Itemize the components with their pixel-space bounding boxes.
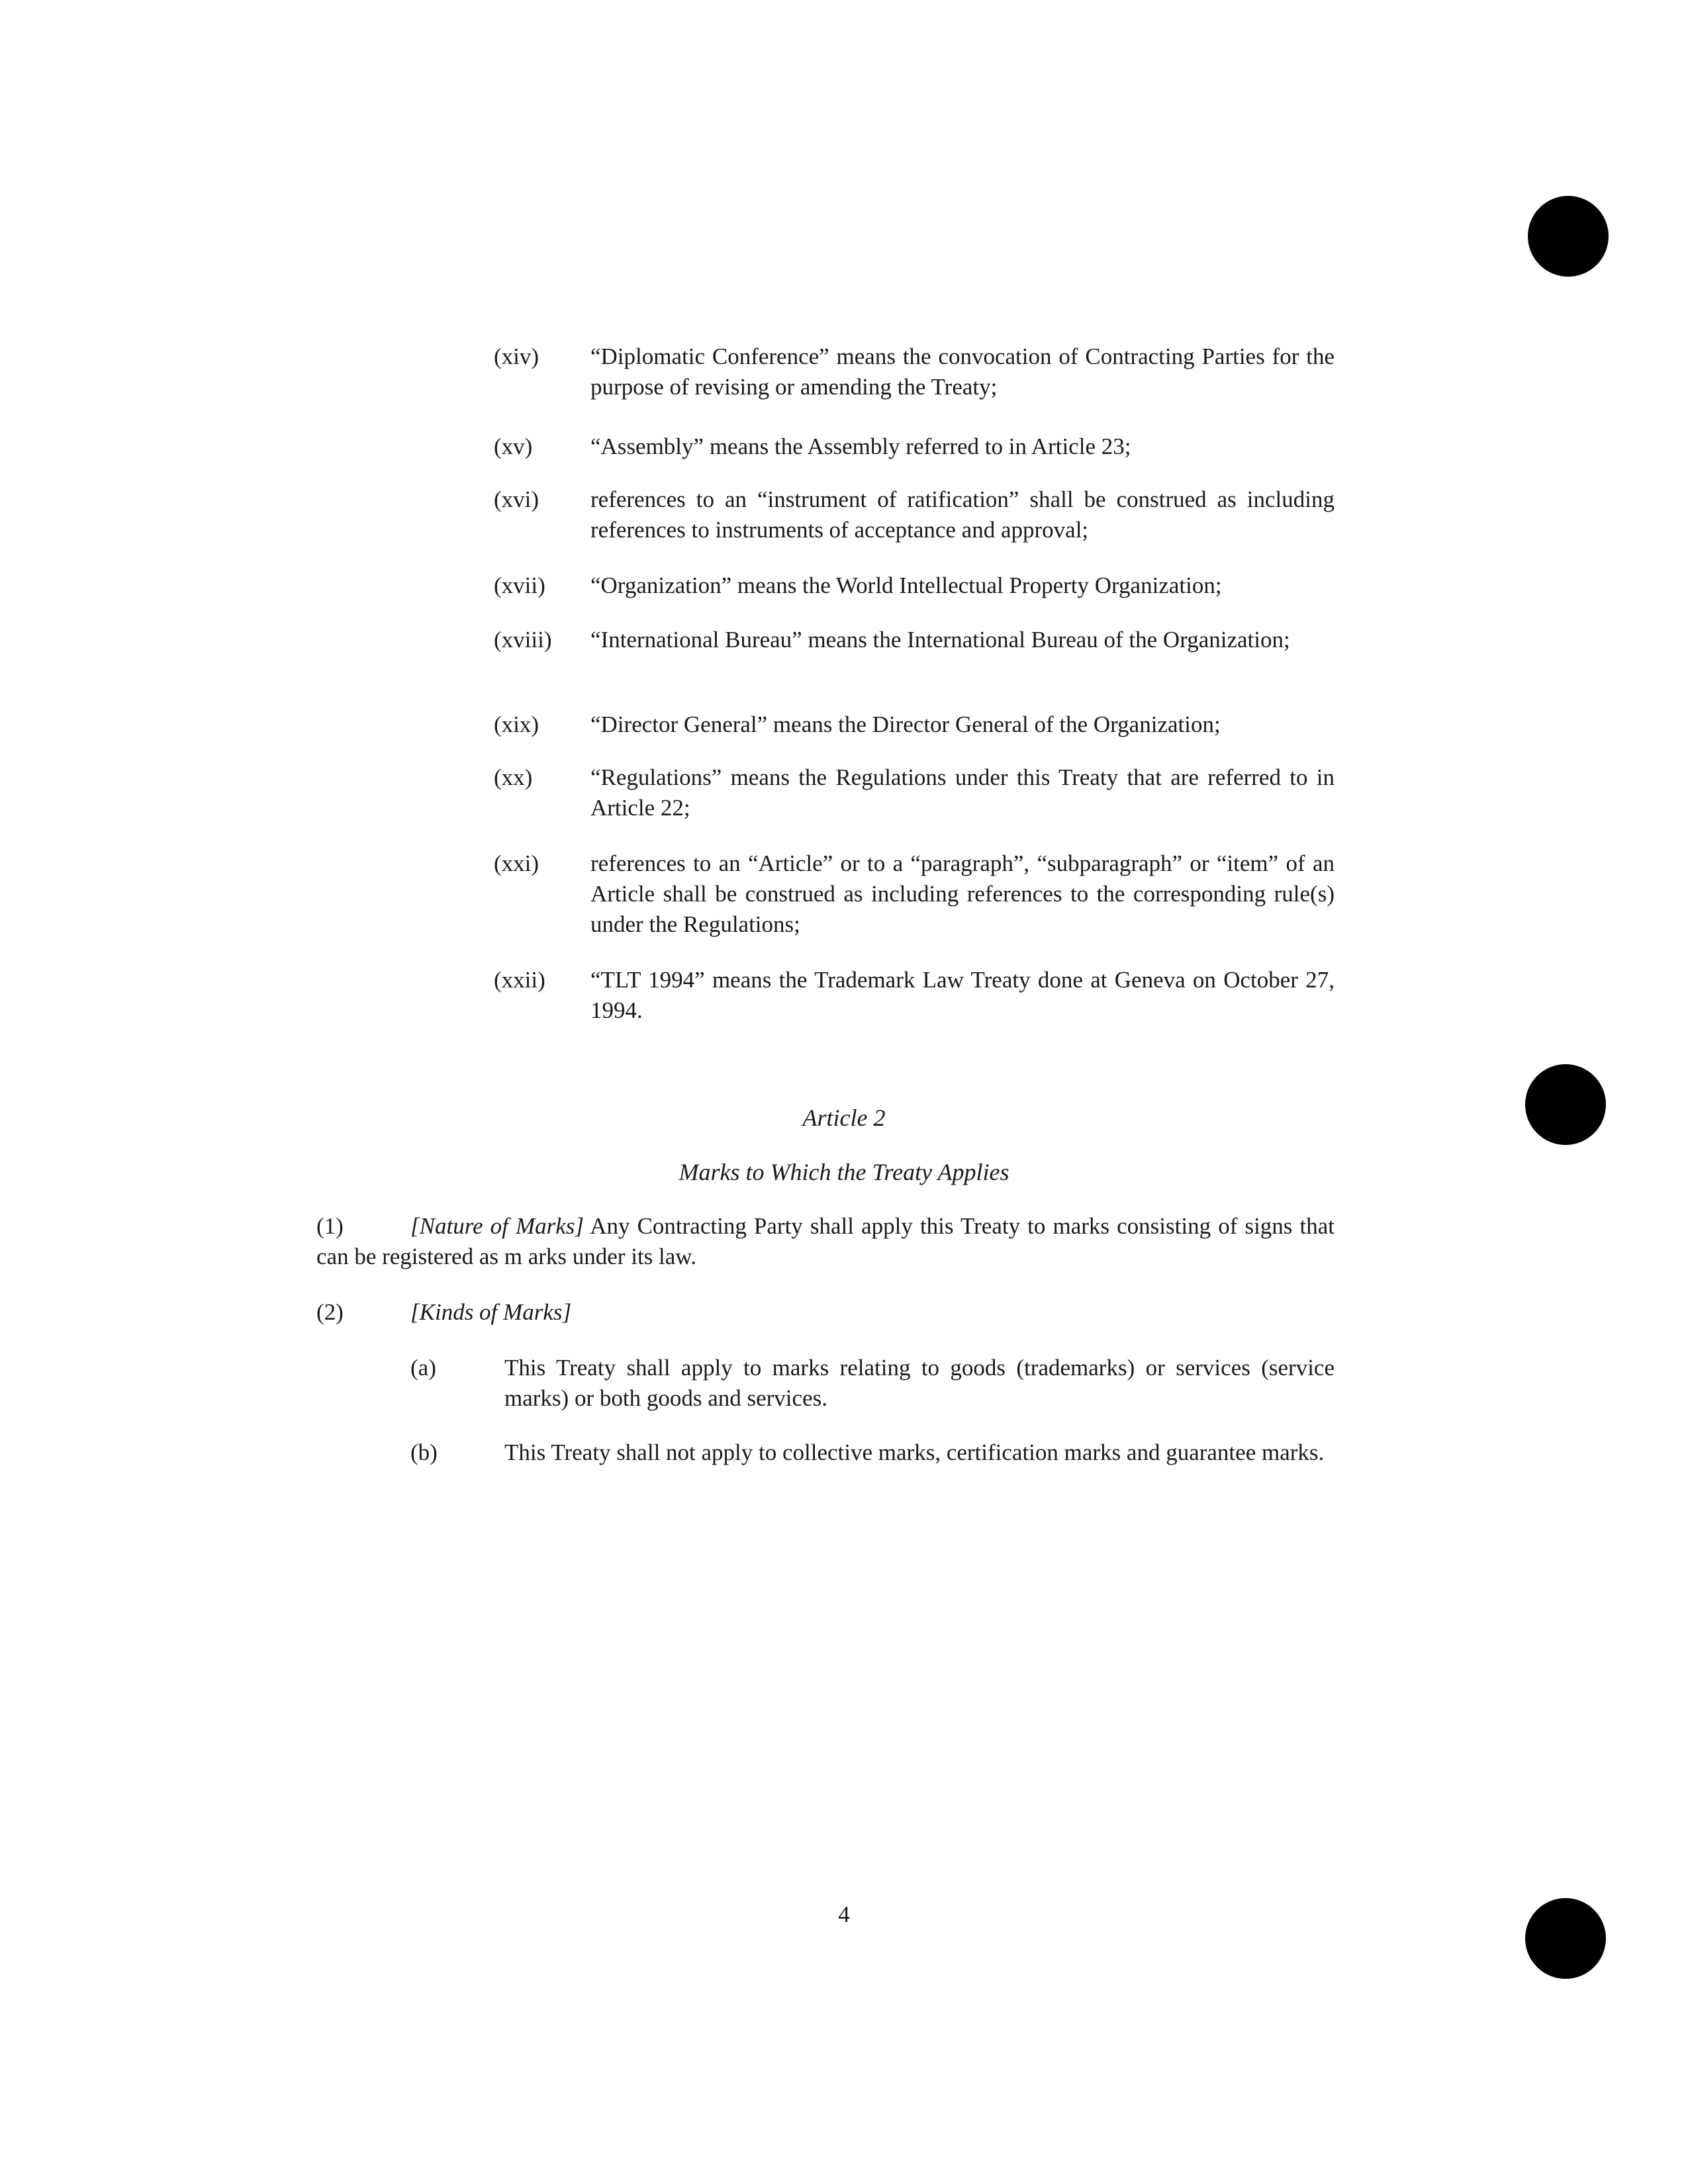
definition-text: “Assembly” means the Assembly referred to in Article 23;: [590, 433, 1131, 459]
definition-text: “Organization” means the World Intellectual Property Organization;: [590, 572, 1222, 598]
definition-item: [494, 570, 1335, 601]
paragraph: [316, 1211, 1335, 1272]
punch-hole-top: [1528, 196, 1609, 277]
definition-text: “Regulations” means the Regulations under this Treaty that are referred to in Article 22;: [590, 764, 1335, 821]
subparagraph-text: This Treaty shall not apply to collective marks, certification marks and guarantee marks.: [504, 1439, 1325, 1465]
definition-item: [494, 762, 1335, 823]
paragraph-heading: [Nature of Marks]: [410, 1213, 585, 1239]
definition-text: “Diplomatic Conference” means the convocation of Contracting Parties for the purpose of revising or amending the Treaty;: [590, 343, 1335, 400]
definition-number: (xvi): [494, 486, 539, 512]
subparagraph-text: This Treaty shall apply to marks relating to goods (trademarks) or services (service marks) or both goods and services.: [504, 1355, 1335, 1411]
definition-text: references to an “Article” or to a “paragraph”, “subparagraph” or “item” of an Article shall be construed as including references to the corresponding rule(s) under the Regulations;: [590, 850, 1335, 937]
definition-number: (xx): [494, 764, 533, 790]
definition-text: “International Bureau” means the International Bureau of the Organization;: [590, 627, 1290, 653]
definition-number: (xiv): [494, 343, 539, 369]
subparagraph: [410, 1437, 1335, 1468]
paragraph-number: (1): [316, 1213, 344, 1239]
definition-number: (xxi): [494, 850, 539, 876]
subparagraph: [410, 1353, 1335, 1414]
article-title: Marks to Which the Treaty Applies: [679, 1159, 1009, 1185]
paragraph-number: (2): [316, 1299, 344, 1325]
definition-item: [494, 625, 1335, 655]
definition-number: (xv): [494, 433, 533, 459]
definition-item: [494, 341, 1335, 402]
definition-item: [494, 484, 1335, 545]
definition-item: [494, 965, 1335, 1026]
definition-number: (xxii): [494, 967, 545, 993]
page-number: 4: [838, 1901, 850, 1927]
paragraph-text: Any Contracting Party shall apply this Treaty to marks consisting of signs that can be registered as m arks under its law.: [316, 1213, 1335, 1269]
definition-item: [494, 848, 1335, 940]
paragraph-heading: [Kinds of Marks]: [410, 1299, 572, 1325]
definition-text: references to an “instrument of ratification” shall be construed as including references to instruments of acceptance and approval;: [590, 486, 1335, 543]
definition-number: (xix): [494, 711, 539, 737]
subparagraph-number: (a): [410, 1355, 436, 1381]
definition-text: “Director General” means the Director General of the Organization;: [590, 711, 1221, 737]
definition-item: [494, 432, 1335, 462]
definition-text: “TLT 1994” means the Trademark Law Treaty done at Geneva on October 27, 1994.: [590, 967, 1335, 1023]
definition-number: (xvii): [494, 572, 545, 598]
definition-item: [494, 709, 1335, 740]
subparagraph-number: (b): [410, 1439, 438, 1465]
definition-number: (xviii): [494, 627, 552, 653]
article-number: Article 2: [802, 1105, 886, 1131]
paragraph: [316, 1297, 1335, 1328]
